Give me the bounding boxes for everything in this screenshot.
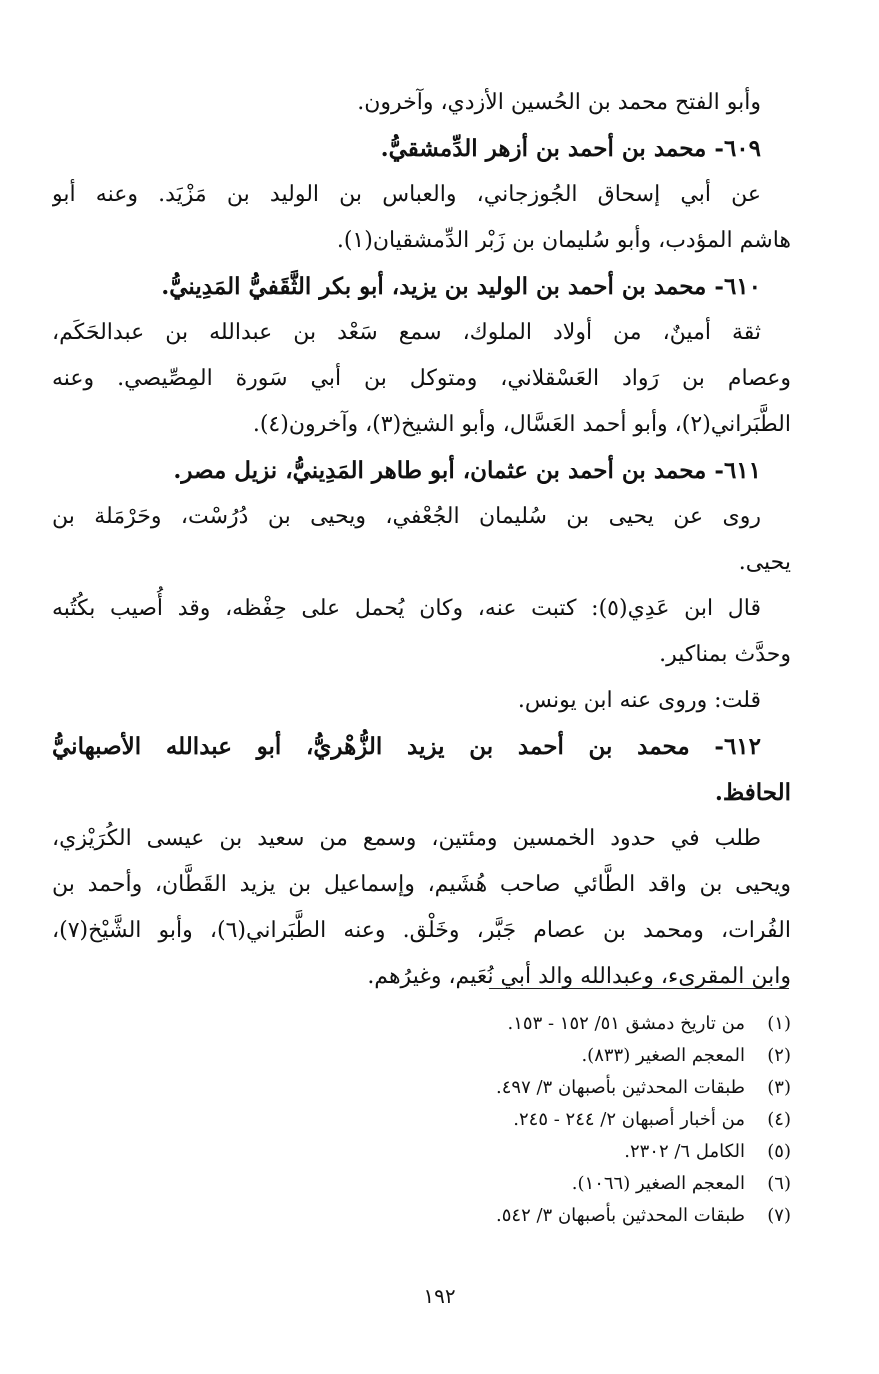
footnote-text: المعجم الصغير (٨٣٣). [581,1045,745,1066]
text-line: يحيى. [738,550,791,575]
footnote-text: من تاريخ دمشق ٥١/ ١٥٢ - ١٥٣. [507,1013,745,1034]
text-line: طلب في حدود الخمسين ومئتين، وسمع من سعيد بن عيسى الكُرَيْزي، [52,826,761,851]
text-line: وعصام بن رَواد العَسْقلاني، ومتوكل بن أبي سَورة المِصِّيصي. وعنه [52,366,791,391]
text-line: الطَّبَراني(٢)، وأبو أحمد العَسَّال، وأبو الشيخ(٣)، وآخرون(٤). [252,412,791,437]
text-line: قلت: وروى عنه ابن يونس. [517,688,761,713]
entry-heading: الحافظ. [714,779,791,806]
footnote-item [52,1008,791,1040]
text-line: هاشم المؤدب، وأبو سُليمان بن زَبْر الدِّمشقيان(١). [336,228,791,253]
footnote-number: (٦) [767,1173,791,1194]
footnote-item [52,1168,791,1200]
text-line: وأبو الفتح محمد بن الحُسين الأزدي، وآخرون. [357,90,761,115]
footnote-divider [489,988,789,989]
footnote-text: الكامل ٦/ ٢٣٠٢. [624,1141,745,1162]
main-text [52,80,791,1000]
footnote-text: من أخبار أصبهان ٢/ ٢٤٤ - ٢٤٥. [513,1109,745,1130]
text-line: عن أبي إسحاق الجُوزجاني، والعباس بن الوليد بن مَزْيَد. وعنه أبو [52,182,761,207]
footnote-item [52,1040,791,1072]
entry-heading: ٦٠٩- محمد بن أحمد بن أزهر الدِّمشقيُّ. [380,135,761,162]
footnote-item [52,1136,791,1168]
footnotes [52,1008,791,1232]
footnote-item [52,1072,791,1104]
footnote-text: طبقات المحدثين بأصبهان ٣/ ٤٩٧. [496,1077,745,1098]
footnote-text: طبقات المحدثين بأصبهان ٣/ ٥٤٢. [496,1205,745,1226]
entry-heading: ٦١٠- محمد بن أحمد بن الوليد بن يزيد، أبو بكر الثَّقَفيُّ المَدِينيُّ. [161,273,761,300]
footnote-number: (٢) [767,1045,791,1066]
text-line: وابن المقرىء، وعبدالله والد أبي نُعَيم، وغيرُهم. [367,964,791,989]
footnote-text: المعجم الصغير (١٠٦٦). [571,1173,745,1194]
page-number: ١٩٢ [423,1284,456,1308]
footnote-number: (٧) [767,1205,791,1226]
footnote-number: (١) [767,1013,791,1034]
footnote-item [52,1104,791,1136]
entry-heading: ٦١١- محمد بن أحمد بن عثمان، أبو طاهر المَدِينيُّ، نزيل مصر. [173,457,761,484]
text-line: روى عن يحيى بن سُليمان الجُعْفي، ويحيى بن دُرُسْت، وحَرْمَلة بن [52,504,761,529]
footnote-number: (٣) [767,1077,791,1098]
text-line: وحدَّث بمناكير. [659,642,791,667]
entry-heading: ٦١٢- محمد بن أحمد بن يزيد الزُّهْريُّ، أبو عبدالله الأصبهانيُّ [52,733,761,760]
text-line: ثقة أمينٌ، من أولاد الملوك، سمع سَعْد بن عبدالله بن عبدالحَكَم، [52,320,761,345]
text-line: قال ابن عَدِي(٥): كتبت عنه، وكان يُحمل على حِفْظه، وقد أُصيب بكُتُبه [52,596,761,621]
text-line: الفُرات، ومحمد بن عصام جَبَّر، وخَلْق. وعنه الطَّبَراني(٦)، وأبو الشَّيْخ(٧)، [52,918,791,943]
footnote-item [52,1200,791,1232]
text-line: ويحيى بن واقد الطَّائي صاحب هُشَيم، وإسماعيل بن يزيد القَطَّان، وأحمد بن [52,872,791,897]
footnote-number: (٤) [767,1109,791,1130]
footnote-number: (٥) [767,1141,791,1162]
